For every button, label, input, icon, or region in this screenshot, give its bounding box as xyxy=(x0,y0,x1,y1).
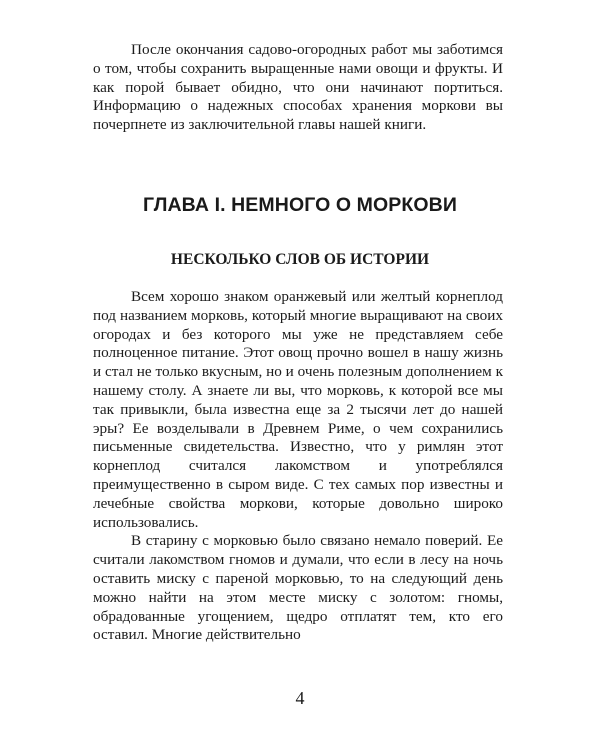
section-title: НЕСКОЛЬКО СЛОВ ОБ ИСТОРИИ xyxy=(170,251,430,268)
body-text xyxy=(93,288,503,645)
intro-text xyxy=(93,41,503,135)
chapter-title: ГЛАВА I. НЕМНОГО О МОРКОВИ xyxy=(143,194,457,216)
body-paragraph-2: В старину с морковью было связано немало поверий. Ее считали лакомством гномов и думали, что если в лесу на ночь оставить миску с пареной морковью, то на следующий день можно найти на этом месте миску с золотом: гномы, обрадованные угощением, щедро отплатят тем, кто его оставил. Многие действительно xyxy=(93,532,503,644)
page-number: 4 xyxy=(295,688,305,708)
intro-paragraph: После окончания садово-огородных работ мы заботимся о том, чтобы сохранить выращенные нами овощи и фрукты. И как порой бывает обидно, что они начинают портиться. Информацию о надежных способах хранения моркови вы почерпнете из заключительной главы нашей книги. xyxy=(93,41,503,134)
body-paragraph-1: Всем хорошо знаком оранжевый или желтый корнеплод под названием морковь, который многие выращивают на своих огородах и без которого мы уже не представляем себе полноценное питание. Этот овощ прочно вошел в нашу жизнь и стал не только вкусным, но и очень полезным дополнением к нашему столу. А знаете ли вы, что морковь, к которой все мы так привыкли, была известна еще за 2 тысячи лет до нашей эры? Ее возделывали в Древнем Риме, о чем сохранились письменные свидетельства. Известно, что у римлян этот корнеплод считался лакомством и употреблялся преимущественно в сыром виде. С тех самых пор известны и лечебные свойства моркови, которые довольно широко использовались. xyxy=(93,288,503,531)
